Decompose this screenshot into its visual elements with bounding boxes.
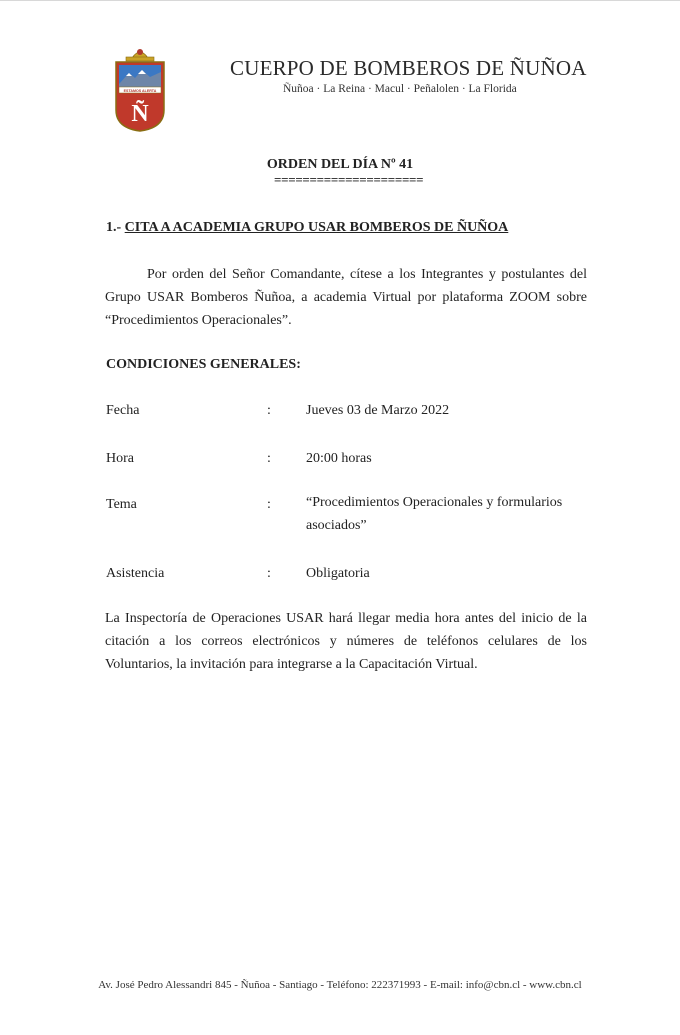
condition-colon: : — [267, 497, 271, 512]
condition-value: Obligatoria — [306, 566, 370, 581]
condition-colon: : — [267, 451, 271, 466]
section-heading-text: CITA A ACADEMIA GRUPO USAR BOMBEROS DE ÑUÑOA — [124, 220, 509, 235]
condition-value: 20:00 horas — [306, 451, 372, 466]
section-number: 1.- — [106, 220, 122, 235]
svg-text:Ñ: Ñ — [131, 101, 149, 127]
condition-value: Jueves 03 de Marzo 2022 — [306, 403, 450, 418]
organization-title: CUERPO DE BOMBEROS DE ÑUÑOA — [230, 56, 587, 80]
condition-label: Asistencia — [106, 566, 165, 581]
condition-value: “Procedimientos Operacionales y formularios asociados” — [306, 495, 563, 533]
summons-paragraph: Por orden del Señor Comandante, cítese a los Integrantes y postulantes del Grupo USAR Bomberos Ñuñoa, a academia Virtual por plataforma ZOOM sobre “Procedimientos Operacionales”. — [105, 267, 587, 328]
fire-brigade-crest-logo — [112, 44, 168, 132]
general-conditions-heading: CONDICIONES GENERALES: — [106, 357, 301, 372]
closing-paragraph: La Inspectoría de Operaciones USAR hará llegar media hora antes del inicio de la citación a los correos electrónicos y númeres de teléfonos celulares de los Voluntarios, la invitación para integrarse a la Capacitación Virtual. — [105, 611, 587, 672]
condition-label: Hora — [106, 451, 134, 466]
order-title-double-rule: ===================== — [274, 172, 424, 187]
condition-colon: : — [267, 403, 271, 418]
footer-contact-info: Av. José Pedro Alessandri 845 - Ñuñoa - Santiago - Teléfono: 222371993 - E-mail: info@cbn.cl - www.cbn.cl — [98, 979, 582, 991]
condition-label: Fecha — [106, 403, 140, 418]
organization-subtitle: Ñuñoa · La Reina · Macul · Peñalolen · La Florida — [283, 83, 517, 95]
svg-text:ESTAMOS ALERTA: ESTAMOS ALERTA — [123, 88, 157, 93]
section-heading — [106, 220, 508, 236]
condition-colon: : — [267, 566, 271, 581]
condition-label: Tema — [106, 497, 137, 512]
page-top-edge — [0, 0, 680, 1]
order-of-the-day-title: ORDEN DEL DÍA Nº 41 — [266, 157, 414, 172]
